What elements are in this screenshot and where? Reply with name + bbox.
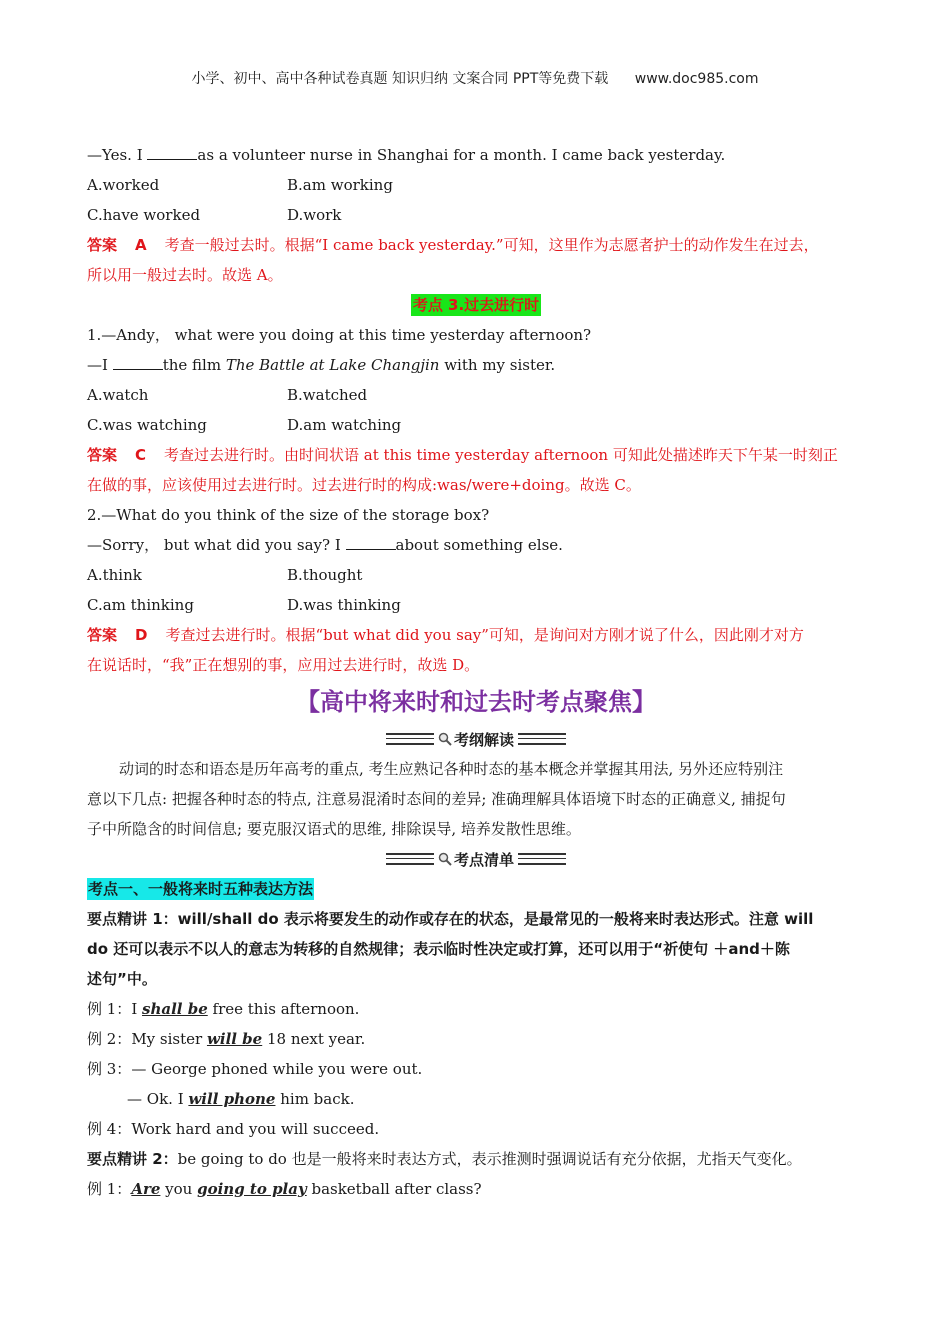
option-d: D.am watching bbox=[287, 416, 402, 434]
question-2-line2: —Sorry， but what did you say? I about something else. bbox=[87, 536, 563, 554]
example-3-reply: — Ok. I will phone him back. bbox=[127, 1090, 355, 1108]
section-3-title: 考点 3.过去进行时 bbox=[412, 296, 540, 314]
answer-letter: A bbox=[135, 236, 147, 254]
option-b: B.thought bbox=[287, 566, 363, 584]
options-row bbox=[87, 410, 865, 440]
answer-blank bbox=[346, 535, 396, 550]
decor-bars-right bbox=[518, 853, 566, 865]
point-1-title-row bbox=[87, 874, 865, 904]
header-text: 小学、初中、高中各种试卷真题 知识归纳 文案合同 PPT等免费下载 bbox=[191, 71, 609, 87]
decor-bars-left bbox=[386, 853, 434, 865]
focus-title: 【高中将来时和过去时考点聚焦】 bbox=[296, 688, 656, 716]
option-c: C.was watching bbox=[87, 416, 207, 434]
answer-label: 答案 bbox=[87, 236, 118, 254]
options-row bbox=[87, 560, 865, 590]
magnifier-icon bbox=[438, 852, 452, 866]
main-content bbox=[87, 140, 865, 1204]
answer-label: 答案 bbox=[87, 626, 118, 644]
answer-block: 答案 D 考查过去进行时。根据“but what did you say”可知，是询问对方刚才说了什么，因此刚才对方 在说话时，“我”正在想别的事，应用过去进行时，故选 D。 bbox=[87, 626, 804, 674]
page-header bbox=[0, 68, 950, 88]
option-c: C.am thinking bbox=[87, 596, 194, 614]
option-a: A.worked bbox=[87, 176, 160, 194]
answer-letter: C bbox=[135, 446, 147, 464]
answer-letter: D bbox=[135, 626, 148, 644]
question-1-line2: —I the film The Battle at Lake Changjin with my sister. bbox=[87, 356, 556, 374]
decor-bars-left bbox=[386, 733, 434, 745]
example-5: 例 1：Are you going to play basketball after class? bbox=[87, 1180, 482, 1198]
example-2: 例 2：My sister will be 18 next year. bbox=[87, 1030, 366, 1048]
answer-blank bbox=[113, 355, 163, 370]
options-row bbox=[87, 590, 865, 620]
option-b: B.am working bbox=[287, 176, 393, 194]
key-point-1: 要点精讲 1：will/shall do 表示将要发生的动作或存在的状态，是最常见的一般将来时表达形式。注意 will do 还可以表示不以人的意志为转移的自然规律；表示临时性决定或打算，还可以用于“祈使句 ＋and＋陈 述句”中。 bbox=[87, 910, 814, 988]
header-site[interactable]: www.doc985.com bbox=[634, 71, 759, 87]
options-row bbox=[87, 380, 865, 410]
option-a: A.watch bbox=[87, 386, 149, 404]
example-1: 例 1：I shall be free this afternoon. bbox=[87, 1000, 360, 1018]
example-4: 例 4：Work hard and you will succeed. bbox=[87, 1120, 380, 1138]
outline-paragraph-line3: 子中所隐含的时间信息; 要克服汉语式的思维, 排除误导, 培养发散性思维。 bbox=[87, 820, 581, 838]
example-3: 例 3：— George phoned while you were out. bbox=[87, 1060, 423, 1078]
answer-block: 答案 C 考查过去进行时。由时间状语 at this time yesterday afternoon 可知此处描述昨天下午某一时刻正 在做的事，应该使用过去进行时。过去进行时的构成:was/were+doing。故选 C。 bbox=[87, 446, 838, 494]
outline-paragraph: 动词的时态和语态是历年高考的重点, 考生应熟记各种时态的基本概念并掌握其用法, 另外还应特别注 bbox=[119, 760, 784, 778]
question-1-line1: 1.—Andy， what were you doing at this time yesterday afternoon? bbox=[87, 326, 592, 344]
answer-blank bbox=[147, 145, 197, 160]
options-row bbox=[87, 200, 865, 230]
checklist-heading bbox=[87, 844, 865, 874]
checklist-label: 考点清单 bbox=[453, 850, 514, 869]
question-prev-line: —Yes. I as a volunteer nurse in Shanghai for a month. I came back yesterday. bbox=[87, 146, 726, 164]
decor-bars-right bbox=[518, 733, 566, 745]
magnifier-icon bbox=[438, 732, 452, 746]
option-d: D.was thinking bbox=[287, 596, 401, 614]
point-1-title: 考点一、一般将来时五种表达方法 bbox=[88, 880, 314, 898]
outline-heading bbox=[87, 724, 865, 754]
option-c: C.have worked bbox=[87, 206, 201, 224]
option-a: A.think bbox=[87, 566, 142, 584]
outline-paragraph-line2: 意以下几点: 把握各种时态的特点, 注意易混淆时态间的差异; 准确理解具体语境下时态的正确意义, 捕捉句 bbox=[87, 790, 786, 808]
section-title-row bbox=[87, 290, 865, 320]
option-b: B.watched bbox=[287, 386, 368, 404]
question-2-line1: 2.—What do you think of the size of the storage box? bbox=[87, 506, 490, 524]
answer-block: 答案 A 考查一般过去时。根据“I came back yesterday.”可知，这里作为志愿者护士的动作发生在过去， 所以用一般过去时。故选 A。 bbox=[87, 236, 819, 284]
option-d: D.work bbox=[287, 206, 342, 224]
answer-label: 答案 bbox=[87, 446, 118, 464]
outline-label: 考纲解读 bbox=[453, 730, 514, 749]
options-row bbox=[87, 170, 865, 200]
key-point-2: 要点精讲 2：be going to do 也是一般将来时表达方式，表示推测时强调说话有充分依据，尤指天气变化。 bbox=[87, 1150, 802, 1168]
